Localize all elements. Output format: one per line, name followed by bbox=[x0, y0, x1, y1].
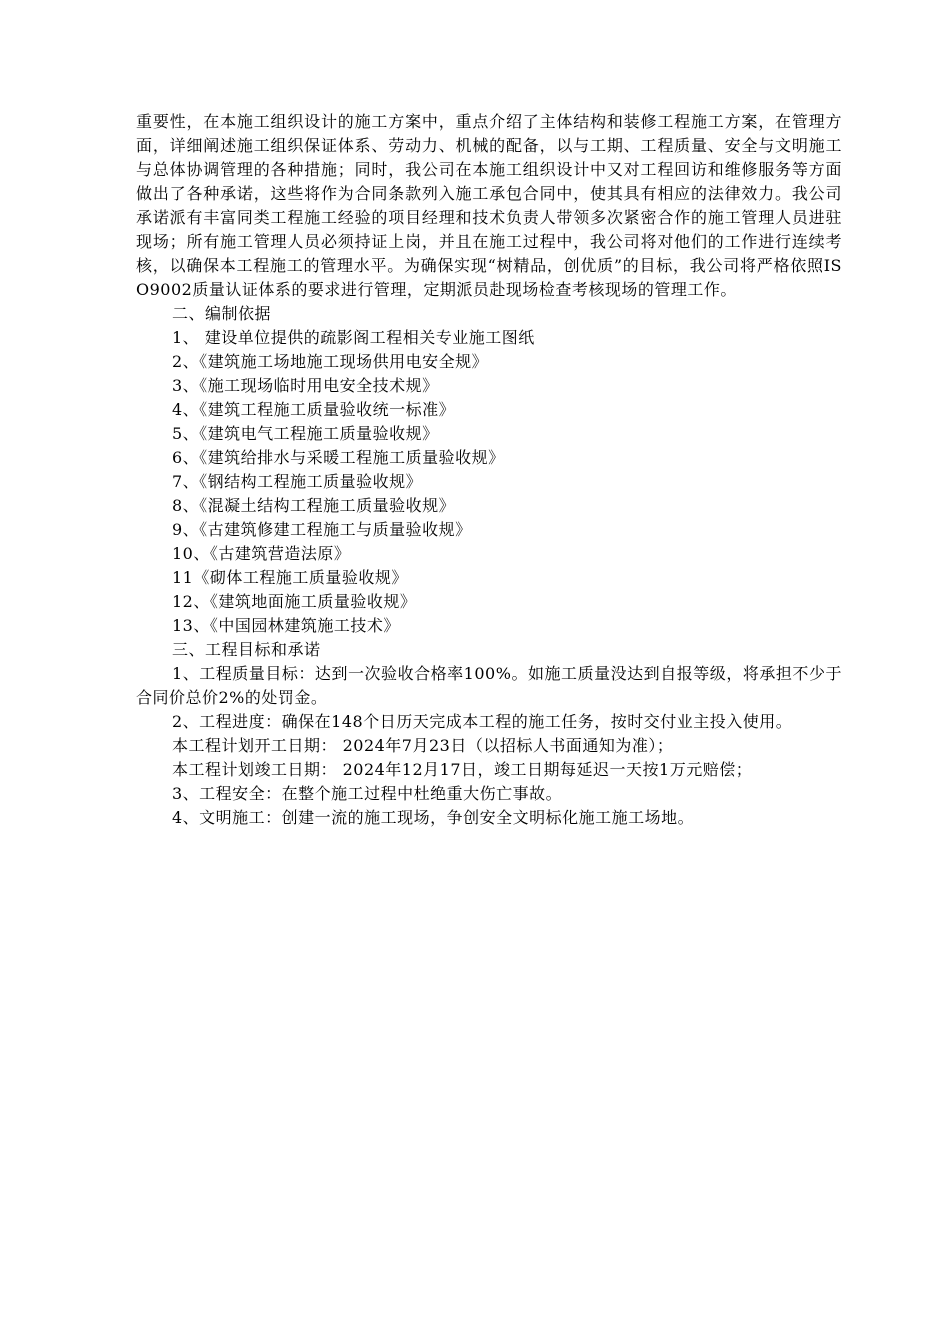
basis-item-11: 11《砌体工程施工质量验收规》 bbox=[172, 568, 408, 587]
basis-item-2: 2、《建筑施工场地施工现场供用电安全规》 bbox=[172, 352, 489, 371]
civilized-construction-goal: 4、文明施工：创建一流的施工现场，争创安全文明标化施工施工场地。 bbox=[172, 808, 695, 827]
basis-item-5: 5、《建筑电气工程施工质量验收规》 bbox=[172, 424, 439, 443]
intro-paragraph: 重要性，在本施工组织设计的施工方案中，重点介绍了主体结构和装修工程施工方案，在管理方面，详细阐述施工组织保证体系、劳动力、机械的配备，以与工期、工程质量、安全与文明施工与总体协调管理的各种措施；同时，我公司在本施工组织设计中又对工程回访和维修服务等方面做出了各种承诺，这些将作为合同条款列入施工承包合同中，使其具有相应的法律效力。我公司承诺派有丰富同类工程施工经验的项目经理和技术负责人带领多次紧密合作的施工管理人员进驻现场；所有施工管理人员必须持证上岗，并且在施工过程中，我公司将对他们的工作进行连续考核，以确保本工程施工的管理水平。为确保实现“树精品，创优质”的目标，我公司将严格依照ISO9002质量认证体系的要求进行管理，定期派员赴现场检查考核现场的管理工作。 bbox=[136, 112, 842, 299]
basis-item-8: 8、《混凝土结构工程施工质量验收规》 bbox=[172, 496, 456, 515]
basis-item-1: 1、 建设单位提供的疏影阁工程相关专业施工图纸 bbox=[172, 328, 535, 347]
schedule-goal: 2、工程进度：确保在148个日历天完成本工程的施工任务，按时交付业主投入使用。 bbox=[172, 712, 793, 731]
document-body bbox=[136, 110, 842, 830]
quality-goal: 1、工程质量目标：达到一次验收合格率100%。如施工质量没达到自报等级，将承担不少于合同价总价2%的处罚金。 bbox=[136, 664, 842, 707]
basis-item-13: 13、《中国园林建筑施工技术》 bbox=[172, 616, 400, 635]
basis-item-4: 4、《建筑工程施工质量验收统一标准》 bbox=[172, 400, 456, 419]
safety-goal: 3、工程安全：在整个施工过程中杜绝重大伤亡事故。 bbox=[172, 784, 563, 803]
basis-item-3: 3、《施工现场临时用电安全技术规》 bbox=[172, 376, 439, 395]
basis-list bbox=[136, 326, 842, 638]
basis-item-9: 9、《古建筑修建工程施工与质量验收规》 bbox=[172, 520, 472, 539]
planned-completion-date: 本工程计划竣工日期： 2024年12月17日，竣工日期每延迟一天按1万元赔偿； bbox=[172, 760, 753, 779]
basis-item-12: 12、《建筑地面施工质量验收规》 bbox=[172, 592, 417, 611]
planned-start-date: 本工程计划开工日期： 2024年7月23日（以招标人书面通知为准）； bbox=[172, 736, 674, 755]
basis-item-7: 7、《钢结构工程施工质量验收规》 bbox=[172, 472, 423, 491]
section-heading-goals: 三、工程目标和承诺 bbox=[172, 640, 321, 659]
basis-item-10: 10、《古建筑营造法原》 bbox=[172, 544, 351, 563]
basis-item-6: 6、《建筑给排水与采暖工程施工质量验收规》 bbox=[172, 448, 505, 467]
section-heading-basis: 二、编制依据 bbox=[172, 304, 272, 323]
